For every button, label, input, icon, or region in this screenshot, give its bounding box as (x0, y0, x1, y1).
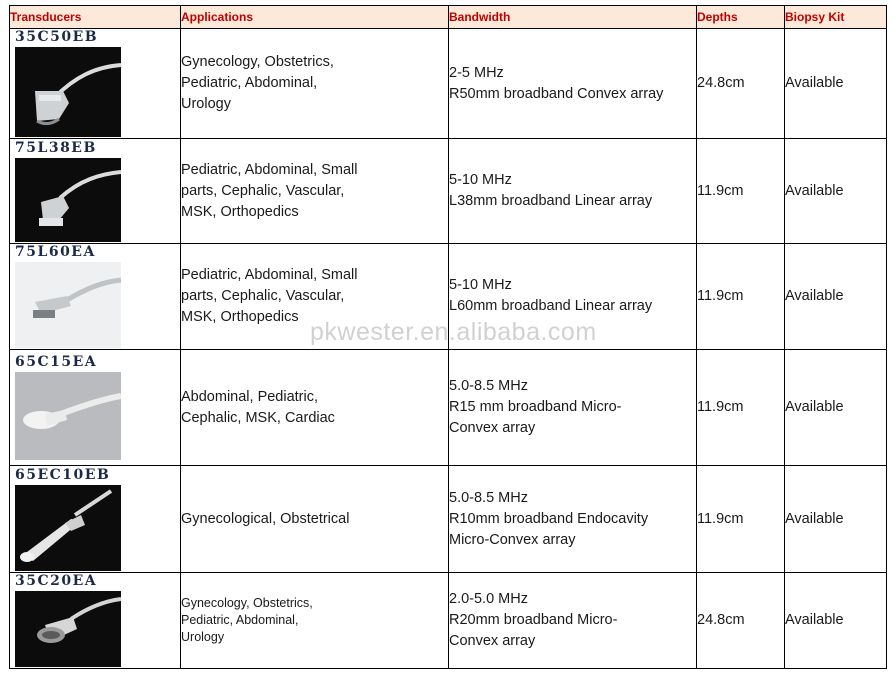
applications-line: MSK, Orthopedics (181, 203, 299, 220)
applications-cell (181, 29, 449, 139)
bandwidth-cell (449, 29, 697, 139)
applications-line: parts, Cephalic, Vascular, (181, 287, 345, 304)
biopsy-cell: Available (785, 349, 887, 465)
bandwidth-line: R10mm broadband Endocavity (449, 510, 649, 527)
bandwidth-line: Convex array (449, 632, 536, 649)
table-row (10, 349, 887, 465)
convex-probe-image (15, 47, 121, 137)
linear-probe-image (15, 262, 121, 348)
applications-cell (181, 243, 449, 349)
transducer-cell (10, 466, 181, 572)
applications-line: Pediatric, Abdominal, (181, 612, 299, 627)
table-row (10, 139, 887, 243)
bandwidth-line: 5.0-8.5 MHz (449, 489, 528, 506)
applications-line: Pediatric, Abdominal, (181, 75, 318, 92)
bandwidth-cell (449, 572, 697, 668)
depth-cell: 11.9cm (697, 139, 785, 243)
applications-line: MSK, Orthopedics (181, 308, 299, 325)
applications-cell (181, 349, 449, 465)
depth-cell: 24.8cm (697, 572, 785, 668)
table-row (10, 243, 887, 349)
applications-line: parts, Cephalic, Vascular, (181, 182, 345, 199)
bandwidth-line: R20mm broadband Micro- (449, 611, 618, 628)
applications-line: Urology (181, 629, 225, 644)
transducer-spec-table (9, 5, 887, 669)
applications-line: Pediatric, Abdominal, Small (181, 266, 358, 283)
bandwidth-line: Micro-Convex array (449, 531, 576, 548)
transducer-cell (10, 243, 181, 349)
depth-cell: 24.8cm (697, 29, 785, 139)
bandwidth-cell (449, 466, 697, 572)
depth-cell: 11.9cm (697, 349, 785, 465)
watermark-text: pkwester.en.alibaba.com (310, 318, 597, 346)
header-applications: Applications (181, 6, 449, 29)
applications-line: Abdominal, Pediatric, (181, 388, 319, 405)
bandwidth-line: L60mm broadband Linear array (449, 298, 653, 315)
bandwidth-line: 5-10 MHz (449, 172, 512, 188)
transducer-cell (10, 139, 181, 243)
depth-cell: 11.9cm (697, 466, 785, 572)
applications-line: Gynecology, Obstetrics, (181, 595, 313, 610)
model-name: 35C50EB (15, 29, 99, 46)
model-name: 35C20EA (15, 572, 98, 589)
applications-line: Gynecological, Obstetrical (181, 510, 350, 527)
bandwidth-cell (449, 139, 697, 243)
linear-probe-image (15, 158, 121, 242)
transducer-cell (10, 349, 181, 465)
header-biopsy-kit: Biopsy Kit (785, 6, 887, 29)
bandwidth-line: 2-5 MHz (449, 64, 504, 81)
applications-cell (181, 466, 449, 572)
applications-line: Urology (181, 96, 231, 113)
bandwidth-line: R50mm broadband Convex array (449, 85, 664, 102)
micro-convex-probe-image (15, 372, 121, 460)
bandwidth-line: 2.0-5.0 MHz (449, 590, 528, 607)
applications-line: Pediatric, Abdominal, Small (181, 161, 358, 178)
applications-line: Cephalic, MSK, Cardiac (181, 409, 335, 426)
transducer-cell (10, 572, 181, 668)
applications-cell (181, 572, 449, 668)
applications-cell (181, 139, 449, 243)
bandwidth-line: Convex array (449, 420, 536, 437)
model-name: 65C15EA (15, 354, 98, 371)
bandwidth-cell (449, 243, 697, 349)
model-name: 75L60EA (15, 243, 96, 260)
header-transducers: Transducers (10, 6, 181, 29)
header-bandwidth: Bandwidth (449, 6, 697, 29)
model-name: 75L38EB (15, 139, 97, 156)
header-row (10, 6, 887, 29)
bandwidth-cell (449, 349, 697, 465)
biopsy-cell: Available (785, 29, 887, 139)
bandwidth-line: 5-10 MHz (449, 277, 512, 294)
biopsy-cell: Available (785, 572, 887, 668)
depth-cell: 11.9cm (697, 243, 785, 349)
table-row (10, 466, 887, 572)
transducer-cell (10, 29, 181, 139)
header-depths: Depths (697, 6, 785, 29)
table-row (10, 29, 887, 139)
model-name: 65EC10EB (15, 466, 111, 483)
biopsy-cell: Available (785, 466, 887, 572)
biopsy-cell: Available (785, 139, 887, 243)
endocavity-probe-image (15, 485, 121, 571)
biopsy-cell: Available (785, 243, 887, 349)
bandwidth-line: 5.0-8.5 MHz (449, 378, 528, 395)
micro-convex-probe-image (15, 591, 121, 667)
bandwidth-line: L38mm broadband Linear array (449, 193, 653, 209)
table-row (10, 572, 887, 668)
applications-line: Gynecology, Obstetrics, (181, 54, 334, 71)
bandwidth-line: R15 mm broadband Micro- (449, 399, 622, 416)
